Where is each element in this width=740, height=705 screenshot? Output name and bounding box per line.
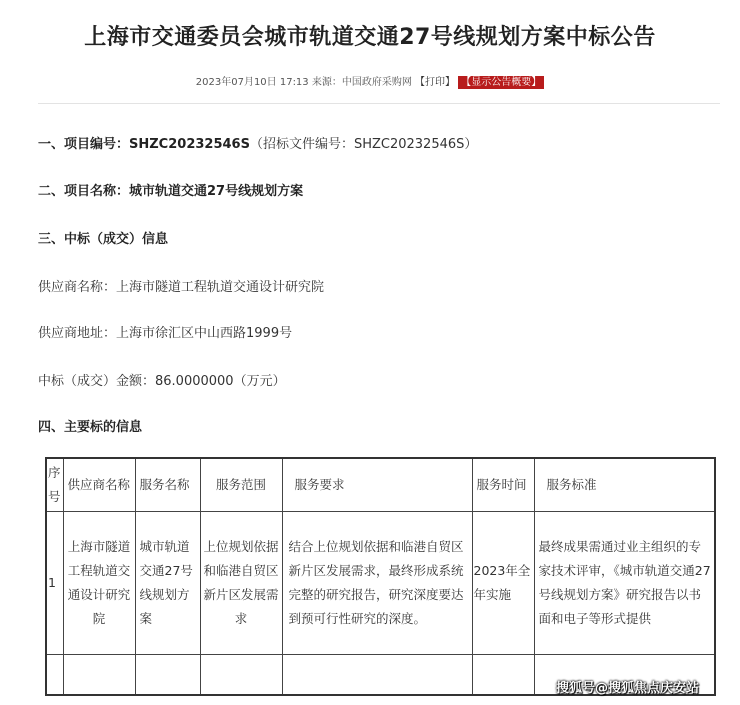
table-cell: 最终成果需通过业主组织的专家技术评审，《城市轨道交通27号线规划方案》研究报告以书面和电子等形式提供 [534, 512, 715, 655]
project-name: 城市轨道交通27号线规划方案 [129, 184, 304, 199]
section-main-items [38, 416, 142, 435]
table-header-cell: 序号 [46, 458, 63, 512]
publish-date-source: 2023年07月10日 17:13 来源：中国政府采购网 [195, 77, 412, 88]
table-cell [63, 655, 135, 695]
show-summary-button[interactable]: 【显示公告概要】 [458, 76, 544, 89]
table-header-row [46, 458, 715, 512]
table-header-cell: 供应商名称 [63, 458, 135, 512]
table-cell: 2023年全年实施 [472, 512, 534, 655]
section-project-name [38, 180, 303, 199]
table-row [46, 512, 715, 655]
page-title: 上海市交通委员会城市轨道交通27号线规划方案中标公告 [84, 25, 656, 50]
table-cell [46, 655, 63, 695]
table-header-cell: 服务标准 [534, 458, 715, 512]
table-header-cell: 服务时间 [472, 458, 534, 512]
section-project-number [38, 133, 477, 152]
print-link[interactable]: 【打印】 [415, 77, 456, 88]
section-label: 一、项目编号： [38, 137, 130, 152]
table-cell: 结合上位规划依据和临港自贸区新片区发展需求，最终形成系统完整的研究报告，研究深度要达到预可行性研究的深度。 [282, 512, 472, 655]
section-label: 二、项目名称： [38, 184, 130, 199]
section-award-info [38, 228, 168, 247]
table-header-cell: 服务名称 [135, 458, 200, 512]
table-cell: 上海市隧道工程轨道交通设计研究院 [63, 512, 135, 655]
project-number: SHZC20232546S [129, 137, 250, 152]
table-cell [200, 655, 282, 695]
table-cell [282, 655, 472, 695]
publish-meta [0, 73, 740, 88]
watermark: 搜狐号@搜狐焦点庆安站 [556, 681, 700, 696]
main-items-table [45, 457, 716, 696]
table-cell: 1 [46, 512, 63, 655]
table-header-cell: 服务范围 [200, 458, 282, 512]
table-cell [472, 655, 534, 695]
table-header-cell: 服务要求 [282, 458, 472, 512]
table-cell: 城市轨道交通27号线规划方案 [135, 512, 200, 655]
section-label: 四、主要标的信息 [38, 420, 143, 435]
award-amount: 中标（成交）金额：86.0000000（万元） [38, 374, 286, 389]
tender-doc-number: （招标文件编号：SHZC20232546S） [249, 137, 478, 152]
divider [38, 103, 720, 104]
section-label: 三、中标（成交）信息 [38, 232, 169, 247]
table-cell: 上位规划依据和临港自贸区新片区发展需求 [200, 512, 282, 655]
supplier-name: 供应商名称：上海市隧道工程轨道交通设计研究院 [38, 280, 325, 295]
table-cell [135, 655, 200, 695]
supplier-address: 供应商地址：上海市徐汇区中山西路1999号 [38, 326, 293, 341]
